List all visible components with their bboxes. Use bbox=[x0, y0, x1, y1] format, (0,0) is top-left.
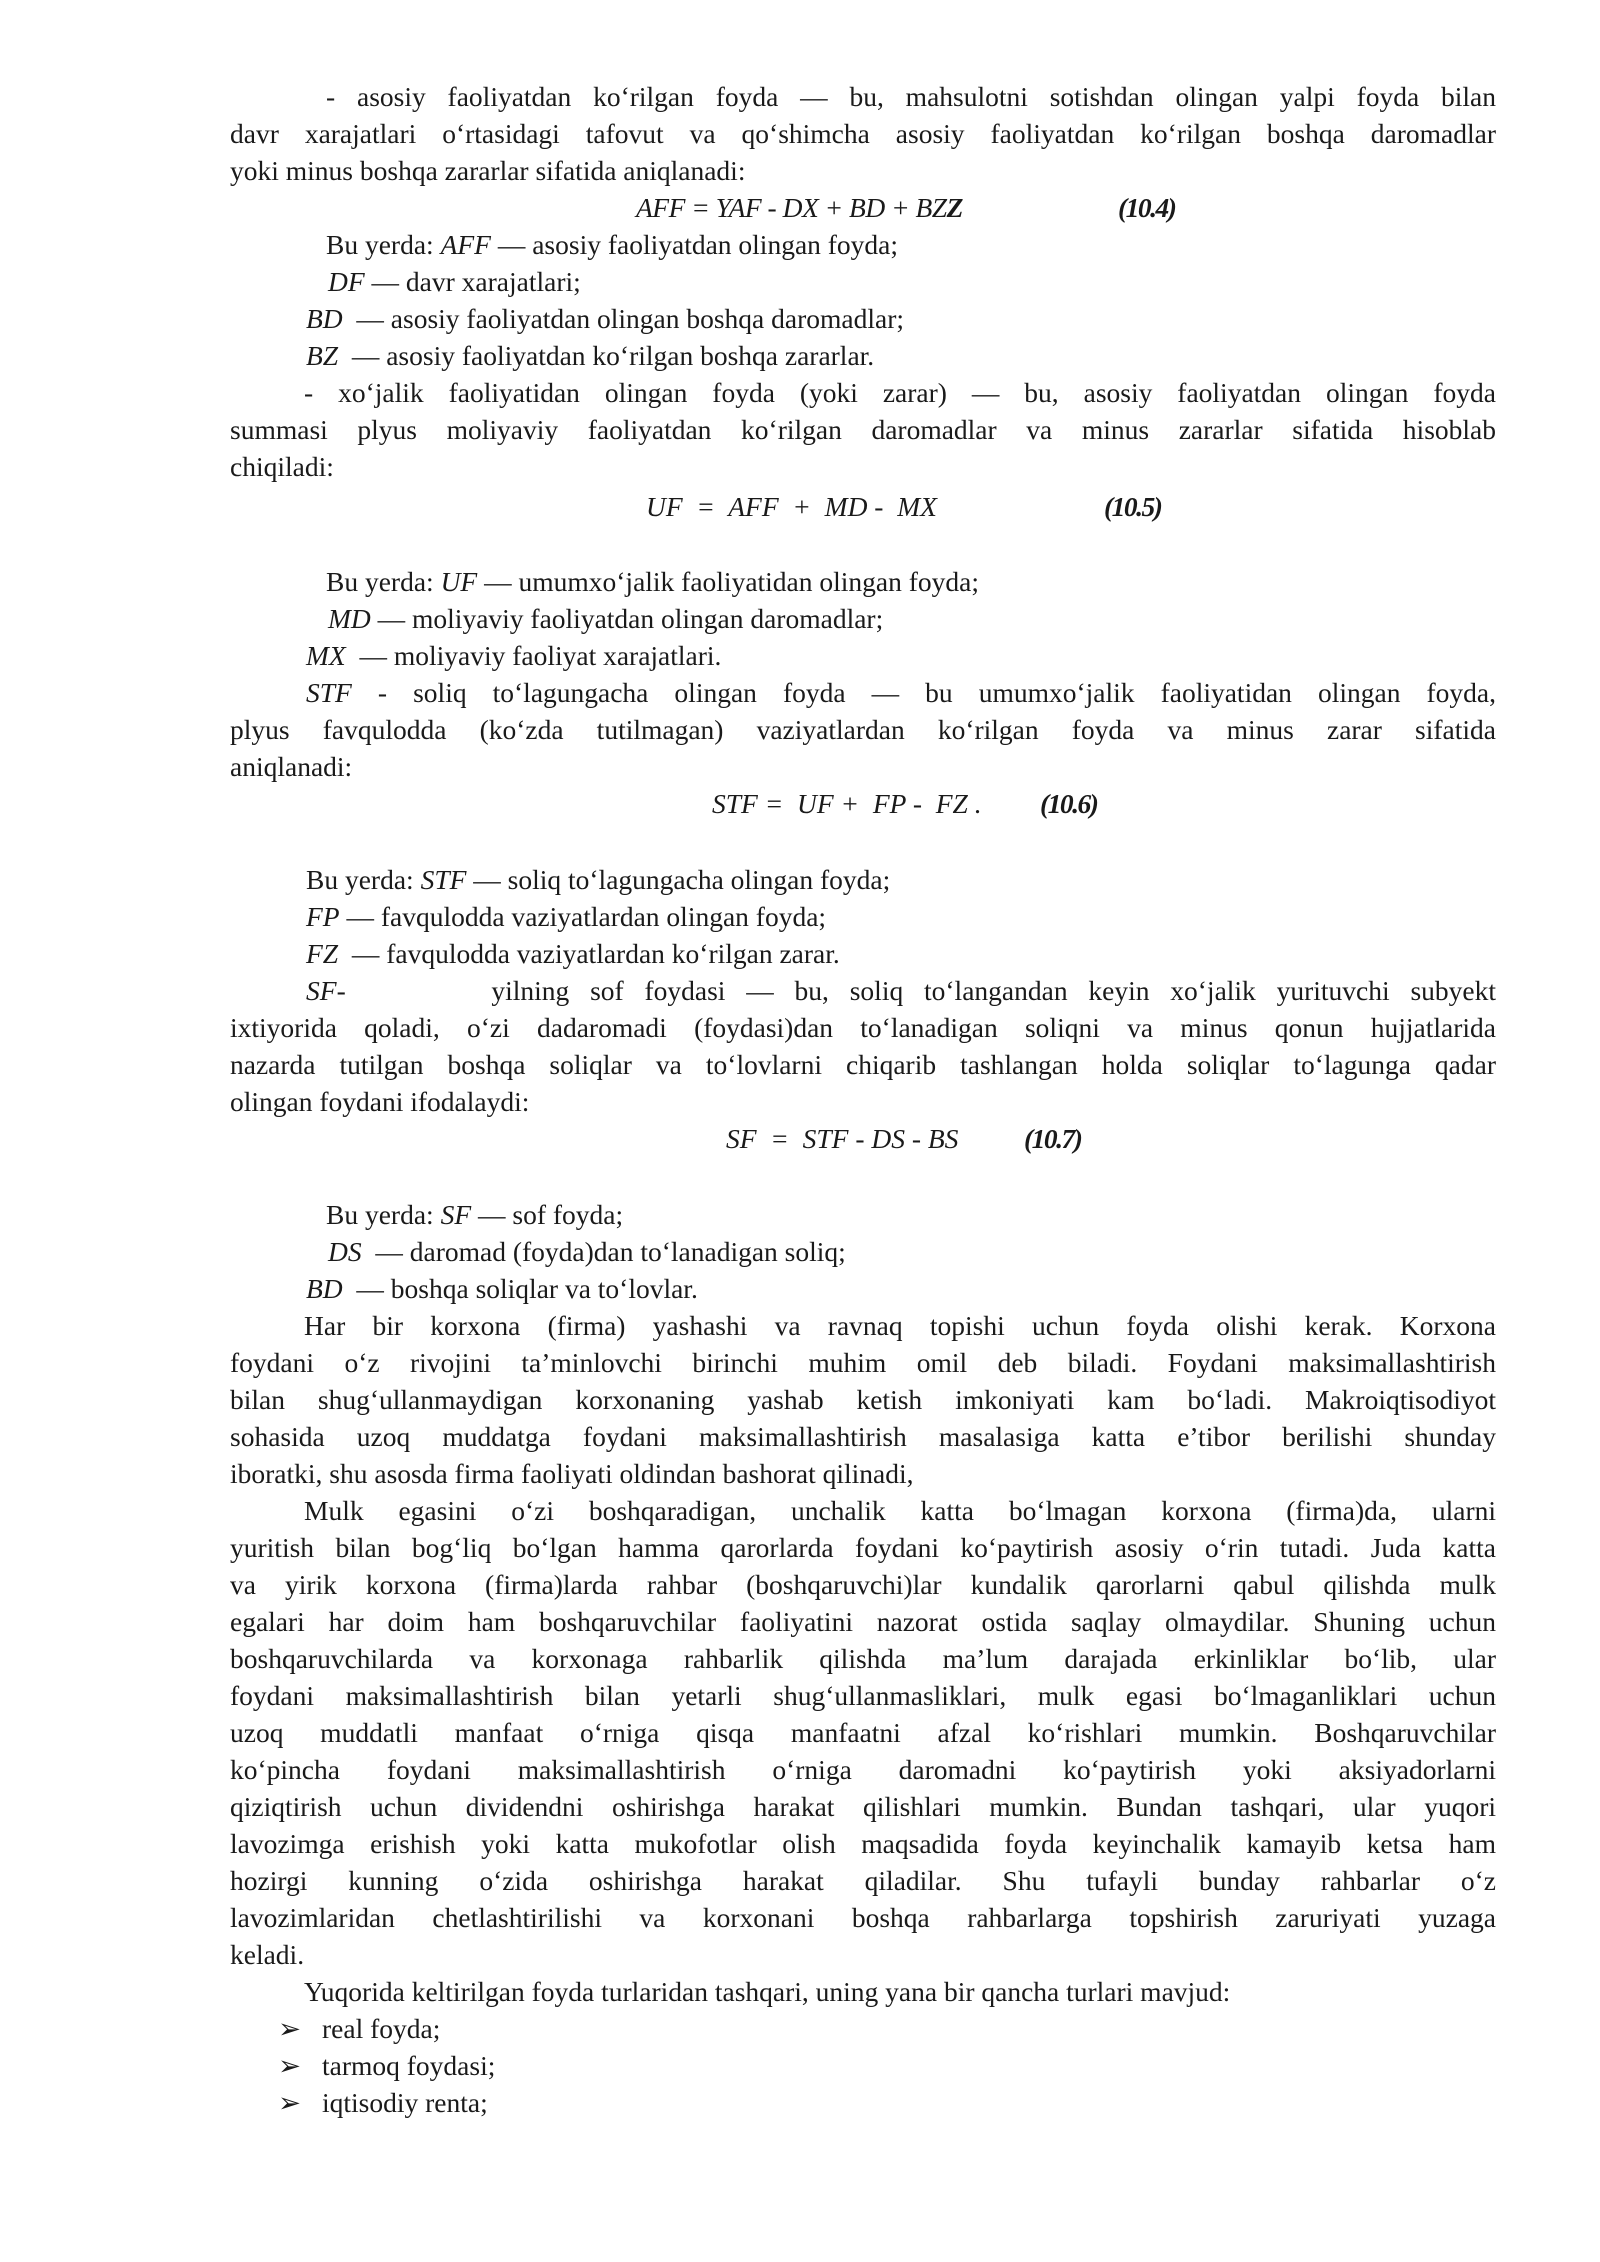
definition-text: — favqulodda vaziyatlardan olingan foyda; bbox=[339, 901, 827, 932]
definition-symbol: UF bbox=[440, 566, 478, 597]
paragraph-line: keladi. bbox=[230, 1939, 305, 1970]
paragraph-line: olingan foydani ifodalaydi: bbox=[230, 1086, 530, 1117]
definition-text: — moliyaviy faoliyatdan olingan daromadlar; bbox=[370, 603, 884, 634]
paragraph-line: yuritish bilan bog‘liq bo‘lgan hamma qarorlarda foydani ko‘paytirish asosiy o‘rin tutadi. Juda katta bbox=[230, 1532, 1496, 1563]
paragraph-line: ko‘pincha foydani maksimallashtirish o‘rniga daromadni ko‘paytirish yoki aksiyadorlarni bbox=[230, 1754, 1496, 1785]
definition-line bbox=[306, 300, 904, 337]
definition-text: — davr xarajatlari; bbox=[364, 266, 581, 297]
arrow-bullet-icon: ➢ bbox=[278, 2013, 302, 2044]
definition-line bbox=[306, 861, 890, 898]
definition-symbol: FP bbox=[306, 901, 340, 932]
paragraph-line: Mulk egasini o‘zi boshqaradigan, unchalik katta bo‘lmagan korxona (firma)da, ularni bbox=[304, 1495, 1496, 1526]
definition-symbol: DS bbox=[328, 1236, 362, 1267]
definition-line bbox=[328, 263, 581, 300]
list-item-text: tarmoq foydasi; bbox=[322, 2050, 496, 2081]
definition-line bbox=[326, 1196, 623, 1233]
paragraph-line: nazarda tutilgan boshqa soliqlar va to‘lovlarni chiqarib tashlangan holda soliqlar to‘lagunga qadar bbox=[230, 1049, 1496, 1080]
definition-text: — moliyaviy faoliyat xarajatlari. bbox=[345, 640, 722, 671]
definition-symbol: BD bbox=[306, 1273, 343, 1304]
paragraph-line: sohasida uzoq muddatga foydani maksimallashtirish masalasiga katta e’tibor berilishi shunday bbox=[230, 1421, 1496, 1452]
list-item-text: real foyda; bbox=[322, 2013, 441, 2044]
definition-line bbox=[306, 898, 826, 935]
definition-line bbox=[326, 226, 898, 263]
paragraph-line: chiqiladi: bbox=[230, 451, 334, 482]
definition-text: — favqulodda vaziyatlardan ko‘rilgan zarar. bbox=[338, 938, 840, 969]
inline-symbol: SF bbox=[306, 975, 337, 1006]
formula: SF = STF - DS - BS bbox=[726, 1123, 959, 1154]
definition-line bbox=[306, 1270, 698, 1307]
definition-line bbox=[306, 935, 840, 972]
arrow-bullet-icon: ➢ bbox=[278, 2050, 302, 2081]
definition-prefix: Bu yerda: bbox=[306, 864, 421, 895]
definition-symbol: MX bbox=[306, 640, 346, 671]
definition-text: — asosiy faoliyatdan ko‘rilgan boshqa zararlar. bbox=[338, 340, 875, 371]
equation-number: (10.5) bbox=[1104, 491, 1162, 522]
definition-prefix: Bu yerda: bbox=[326, 229, 441, 260]
arrow-bullet-icon: ➢ bbox=[278, 2087, 302, 2118]
definition-symbol: STF bbox=[420, 864, 467, 895]
paragraph-line: plyus favqulodda (ko‘zda tutilmagan) vaziyatlardan ko‘rilgan foyda va minus zarar sifatida bbox=[230, 714, 1496, 745]
paragraph-line: lavozimga erishish yoki katta mukofotlar olish maqsadida foyda keyinchalik kamayib ketsa ham bbox=[230, 1828, 1496, 1859]
definition-text: — asosiy faoliyatdan olingan boshqa daromadlar; bbox=[342, 303, 904, 334]
paragraph-line: yoki minus boshqa zararlar sifatida aniqlanadi: bbox=[230, 155, 746, 186]
formula-body: Z bbox=[946, 192, 963, 223]
formula: STF = UF + FP - FZ . bbox=[712, 788, 982, 819]
list-item bbox=[278, 2047, 495, 2084]
paragraph-line: iboratki, shu asosda firma faoliyati oldindan bashorat qilinadi, bbox=[230, 1458, 914, 1489]
list-item bbox=[278, 2084, 488, 2121]
paragraph-line: foydani maksimallashtirish bilan yetarli shug‘ullanmasliklari, mulk egasi bo‘lmaganliklari uchun bbox=[230, 1680, 1496, 1711]
definition-symbol: BD bbox=[306, 303, 343, 334]
definition-line bbox=[306, 637, 721, 674]
definition-text: — boshqa soliqlar va to‘lovlar. bbox=[342, 1273, 698, 1304]
definition-line bbox=[328, 600, 883, 637]
paragraph-line: davr xarajatlari o‘rtasidagi tafovut va qo‘shimcha asosiy faoliyatdan ko‘rilgan boshqa daromadlar bbox=[230, 118, 1496, 149]
inline-symbol: STF bbox=[306, 677, 352, 708]
definition-text: — asosiy faoliyatdan olingan foyda; bbox=[490, 229, 899, 260]
list-item-text: iqtisodiy renta; bbox=[322, 2087, 488, 2118]
paragraph-line: hozirgi kunning o‘zida oshirishga harakat qiladilar. Shu tufayli bunday rahbarlar o‘z bbox=[230, 1865, 1496, 1896]
list-item bbox=[278, 2010, 440, 2047]
definition-line bbox=[306, 337, 874, 374]
paragraph-line: va yirik korxona (firma)larda rahbar (boshqaruvchi)lar kundalik qarorlarni qabul qilishda mulk bbox=[230, 1569, 1496, 1600]
equation-number: (10.4) bbox=[1118, 192, 1176, 223]
paragraph-line: boshqaruvchilarda va korxonaga rahbarlik qilishda ma’lum darajada erkinliklar bo‘lib, ular bbox=[230, 1643, 1496, 1674]
definition-symbol: BZ bbox=[306, 340, 339, 371]
paragraph-line: foydani o‘z rivojini ta’minlovchi birinchi muhim omil deb biladi. Foydani maksimallashtirish bbox=[230, 1347, 1496, 1378]
paragraph-line: bilan shug‘ullanmaydigan korxonaning yashab ketish imkoniyati kam bo‘ladi. Makroiqtisodiyot bbox=[230, 1384, 1496, 1415]
paragraph-line: Har bir korxona (firma) yashashi va ravnaq topishi uchun foyda olishi kerak. Korxona bbox=[304, 1310, 1496, 1341]
definition-prefix: Bu yerda: bbox=[326, 566, 441, 597]
definition-line bbox=[328, 1233, 846, 1270]
formula: UF = AFF + MD - MX bbox=[646, 491, 937, 522]
paragraph-text: - soliq to‘lagungacha olingan foyda — bu umumxo‘jalik faoliyatidan olingan foyda, bbox=[351, 677, 1496, 708]
paragraph-line: uzoq muddatli manfaat o‘rniga qisqa manfaatni afzal ko‘rishlari mumkin. Boshqaruvchilar bbox=[230, 1717, 1496, 1748]
definition-symbol: FZ bbox=[306, 938, 339, 969]
paragraph-line: - asosiy faoliyatdan ko‘rilgan foyda — bu, mahsulotni sotishdan olingan yalpi foyda bilan bbox=[326, 81, 1496, 112]
definition-line bbox=[326, 563, 979, 600]
definition-text: — umumxo‘jalik faoliyatidan olingan foyda; bbox=[477, 566, 980, 597]
paragraph-line: egalari har doim ham boshqaruvchilar faoliyatini nazorat ostida saqlay olmaydilar. Shuning uchun bbox=[230, 1606, 1496, 1637]
equation-number: (10.7) bbox=[1024, 1123, 1082, 1154]
paragraph-line: lavozimlaridan chetlashtirilishi va korxonani boshqa rahbarlarga topshirish zaruriyati yuzaga bbox=[230, 1902, 1496, 1933]
definition-text: — soliq to‘lagungacha olingan foyda; bbox=[466, 864, 891, 895]
equation-number: (10.6) bbox=[1040, 788, 1098, 819]
formula bbox=[636, 189, 963, 226]
definition-prefix: Bu yerda: bbox=[326, 1199, 441, 1230]
paragraph-line: - xo‘jalik faoliyatidan olingan foyda (yoki zarar) — bu, asosiy faoliyatdan olingan foyda bbox=[304, 377, 1496, 408]
definition-text: — sof foyda; bbox=[471, 1199, 624, 1230]
formula-body: AFF = YAF - DX + BD + BZ bbox=[636, 192, 947, 223]
definition-symbol: MD bbox=[328, 603, 371, 634]
paragraph-line: Yuqorida keltirilgan foyda turlaridan tashqari, uning yana bir qancha turlari mavjud: bbox=[304, 1976, 1231, 2007]
paragraph-text: - yilning sof foydasi — bu, soliq to‘langandan keyin xo‘jalik yurituvchi subyekt bbox=[336, 975, 1496, 1006]
paragraph-line: aniqlanadi: bbox=[230, 751, 353, 782]
definition-symbol: AFF bbox=[440, 229, 491, 260]
definition-symbol: SF bbox=[440, 1199, 472, 1230]
paragraph-line bbox=[306, 972, 1496, 1009]
paragraph-line: ixtiyorida qoladi, o‘zi dadaromadi (foydasi)dan to‘lanadigan soliqni va minus qonun hujjatlarida bbox=[230, 1012, 1496, 1043]
paragraph-line: summasi plyus moliyaviy faoliyatdan ko‘rilgan daromadlar va minus zararlar sifatida hisoblab bbox=[230, 414, 1496, 445]
definition-text: — daromad (foyda)dan to‘lanadigan soliq; bbox=[361, 1236, 846, 1267]
paragraph-line: qiziqtirish uchun dividendni oshirishga harakat qilishlari mumkin. Bundan tashqari, ular yuqori bbox=[230, 1791, 1496, 1822]
paragraph-line bbox=[306, 674, 1496, 711]
definition-symbol: DF bbox=[328, 266, 365, 297]
